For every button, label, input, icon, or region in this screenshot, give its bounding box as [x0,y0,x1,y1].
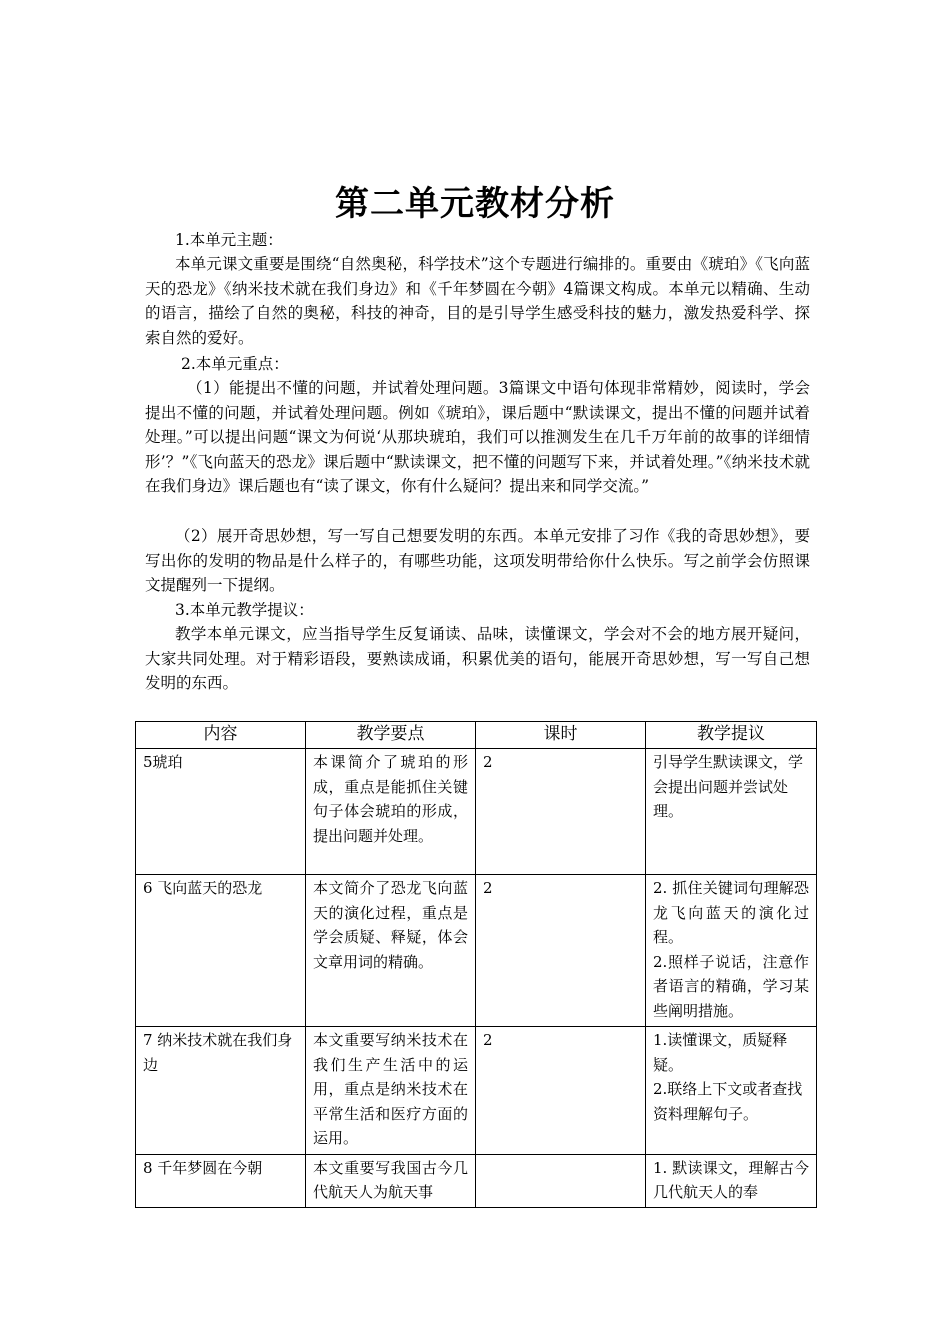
cell-content [136,1154,306,1207]
focus-point-2: （2）展开奇思妙想，写一写自己想要发明的东西。本单元安排了习作《我的奇思妙想》，要写出你的发明的物品是什么样子的，有哪些功能，这项发明带给你什么快乐。写之前学会仿照课文提醒列一下提纲。 [145,527,810,594]
cell-points [306,1154,476,1207]
cell-suggestions [646,875,817,1027]
lesson-plan-table [135,721,817,1208]
cell-points-text: 本文重要写我国古今几代航天人为航天事 [313,1158,468,1201]
suggestion-item: 2.照样子说话，注意作者语言的精确，学习某些阐明措施。 [653,952,809,1020]
cell-points: 本文简介了恐龙飞向蓝天的演化过程，重点是学会质疑、释疑，体会文章用词的精确。 [306,875,476,1027]
theme-heading: 1.本单元主题： [175,231,283,249]
cell-hours: 2 [476,749,646,875]
cell-points: 本课简介了琥珀的形成，重点是能抓住关键句子体会琥珀的形成，提出问题并处理。 [306,749,476,875]
table-row [136,1154,817,1207]
cell-hours [476,1154,646,1207]
header-content: 内容 [136,722,306,749]
header-hours: 课时 [476,722,646,749]
table-row [136,1027,817,1155]
cell-content: 5琥珀 [136,749,306,875]
cell-hours: 2 [476,1027,646,1155]
cell-suggestions [646,1027,817,1155]
suggestion-item: 1. 默读课文，理解古今几代航天人的奉 [653,1158,809,1201]
suggestion-item: 2.联络上下文或者查找资料理解句子。 [653,1080,803,1123]
table-row [136,749,817,875]
suggestion-item: 2. 抓住关键词句理解恐龙飞向蓝天的演化过程。 [653,879,809,946]
cell-hours: 2 [476,875,646,1027]
suggestion-heading: 3.本单元教学提议： [175,601,314,619]
cell-points: 本文重要写纳米技术在我们生产生活中的运用，重点是纳米技术在平常生活和医疗方面的运用。 [306,1027,476,1155]
cell-content-text: 8 千年梦圆在今朝 [143,1158,263,1177]
table-row [136,875,817,1027]
suggestion-paragraph: 教学本单元课文，应当指导学生反复诵读、品味，读懂课文，学会对不会的地方展开疑问，大家共同处理。对于精彩语段，要熟读成诵，积累优美的语句，能展开奇思妙想，写一写自己想发明的东西。 [145,625,810,692]
header-suggestions: 教学提议 [646,722,817,749]
cell-content: 6 飞向蓝天的恐龙 [136,875,306,1027]
suggestion-item: 1.读懂课文，质疑释疑。 [653,1031,788,1074]
table-header-row [136,722,817,749]
cell-suggestions [646,749,817,875]
suggestion-item: 引导学生默读课文，学会提出问题并尝试处理。 [653,753,804,820]
theme-paragraph: 本单元课文重要是围绕“自然奥秘，科学技术”这个专题进行编排的。重要由《琥珀》《飞向蓝天的恐龙》《纳米技术就在我们身边》和《千年梦圆在今朝》4篇课文构成。本单元以精确、生动的语言，描绘了自然的奥秘，科技的神奇，目的是引导学生感受科技的魅力，激发热爱科学、探索自然的爱好。 [145,255,810,347]
page-title: 第二单元教材分析 [335,184,615,224]
header-points: 教学要点 [306,722,476,749]
cell-content: 7 纳米技术就在我们身边 [136,1027,306,1155]
focus-point-1: （1）能提出不懂的问题，并试着处理问题。3篇课文中语句体现非常精妙，阅读时，学会提出不懂的问题，并试着处理问题。例如《琥珀》，课后题中“默读课文，提出不懂的问题并试着处理。”可以提出问题“课文为何说‘从那块琥珀，我们可以推测发生在几千万年前的故事的详细情形’？”《飞向蓝天的恐龙》课后题中“默读课文，把不懂的问题写下来，并试着处理。”《纳米技术就在我们身边》课后题也有“读了课文，你有什么疑问？提出来和同学交流。” [145,379,810,495]
focus-heading: 2.本单元重点： [181,355,289,373]
cell-suggestions [646,1154,817,1207]
